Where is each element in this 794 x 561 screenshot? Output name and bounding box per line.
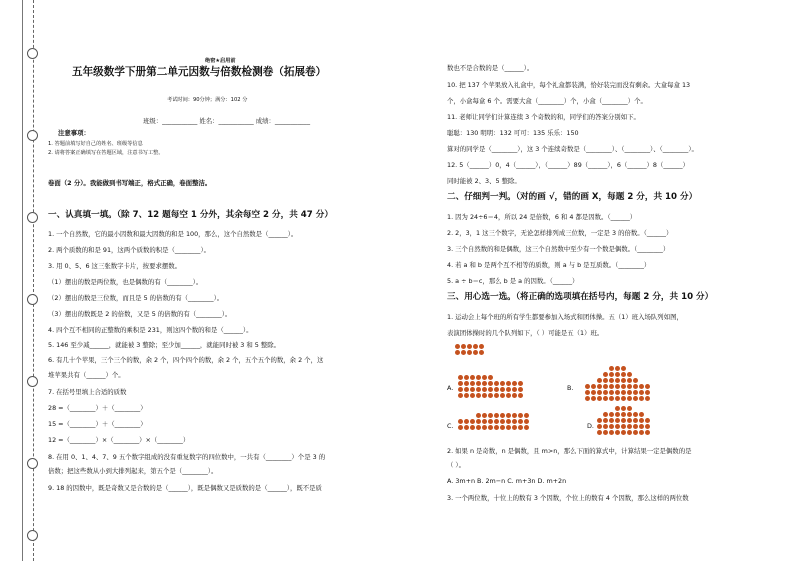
formation-dot xyxy=(621,430,626,435)
formation-dot xyxy=(482,419,487,424)
judge-2: 2. 2，3，1 这三个数字，无论怎样排列成三位数，一定是 3 的倍数。（______） xyxy=(447,229,673,237)
formation-dot xyxy=(461,350,466,355)
formation-dot xyxy=(633,424,638,429)
formation-dot xyxy=(615,430,620,435)
judge-3: 3. 三个自然数的和是偶数，这三个自然数中至少有一个数是偶数。（________） xyxy=(447,245,670,253)
formation-dot xyxy=(621,390,626,395)
formation-dot xyxy=(645,430,650,435)
question-11-cont: 算对的同学是（________），这 3 个连续奇数是（________）、（________）、（________）。 xyxy=(447,145,698,153)
section-1-heading: 一、认真填一填。（除 7、12 题每空 1 分外，其余每空 2 分，共 47 分） xyxy=(48,210,333,220)
choice-3: 3. 一个两位数，十位上的数有 3 个因数，个位上的数有 4 个因数，那么这样的两位数 xyxy=(447,494,689,502)
formation-dot xyxy=(512,413,517,418)
formation-dot xyxy=(585,390,590,395)
formation-dot xyxy=(494,419,499,424)
formation-dot xyxy=(494,413,499,418)
binding-line xyxy=(22,0,23,561)
formation-dot xyxy=(633,378,638,383)
formation-dot xyxy=(615,366,620,371)
formation-dot xyxy=(482,413,487,418)
formation-dot xyxy=(615,418,620,423)
formation-dot xyxy=(609,412,614,417)
formation-dot xyxy=(500,393,505,398)
formation-dot xyxy=(609,366,614,371)
formation-dot xyxy=(645,418,650,423)
option-c-label: C. xyxy=(447,422,454,430)
judge-1: 1. 因为 24÷6＝4，所以 24 是倍数，6 和 4 都是因数。（______） xyxy=(447,213,637,221)
formation-dot xyxy=(609,430,614,435)
formation-dot xyxy=(627,384,632,389)
formation-dot xyxy=(461,344,466,349)
formation-dot xyxy=(633,418,638,423)
formation-dot xyxy=(518,413,523,418)
formation-dot xyxy=(609,418,614,423)
formation-dot xyxy=(621,406,626,411)
choice-2-cont: （ ）。 xyxy=(447,461,466,469)
formation-dot xyxy=(633,412,638,417)
formation-dot xyxy=(470,425,475,430)
formation-dot xyxy=(627,430,632,435)
question-2: 2. 两个质数的和是 91，这两个质数的积是（________）。 xyxy=(48,246,211,254)
question-12-cont: 同时能被 2、3、5 整除。 xyxy=(447,177,521,185)
formation-dot xyxy=(482,393,487,398)
binding-hole xyxy=(27,458,38,469)
formation-dot xyxy=(488,413,493,418)
formation-dot xyxy=(464,375,469,380)
formation-dot xyxy=(615,390,620,395)
formation-dot xyxy=(518,419,523,424)
formation-dot xyxy=(476,387,481,392)
option-d-label: D. xyxy=(587,422,594,430)
question-8: 8. 在用 0、1、4、7、9 五个数字组成的没有重复数字的四位数中，一共有（________）个是 3 的 xyxy=(48,453,326,461)
formation-dot xyxy=(603,378,608,383)
formation-dot xyxy=(621,396,626,401)
formation-dot xyxy=(470,393,475,398)
option-c-figure xyxy=(458,413,534,435)
formation-dot xyxy=(458,419,463,424)
formation-dot xyxy=(603,430,608,435)
formation-dot xyxy=(488,393,493,398)
formation-dot xyxy=(500,419,505,424)
question-1: 1. 一个自然数，它的最小因数和最大因数的和是 100，那么，这个自然数是（______）。 xyxy=(48,230,298,238)
binding-hole xyxy=(27,48,38,59)
formation-dot xyxy=(621,424,626,429)
formation-dot xyxy=(494,393,499,398)
formation-dot xyxy=(482,425,487,430)
formation-dot xyxy=(621,418,626,423)
formation-dot xyxy=(633,390,638,395)
formation-dot xyxy=(518,387,523,392)
formation-dot xyxy=(609,378,614,383)
formation-dot xyxy=(645,384,650,389)
formation-dot xyxy=(615,424,620,429)
formation-dot xyxy=(512,393,517,398)
formation-dot xyxy=(458,381,463,386)
formation-dot xyxy=(479,350,484,355)
question-7: 7. 在括号里填上合适的质数 xyxy=(48,388,127,396)
formation-dot xyxy=(639,430,644,435)
question-4: 4. 四个互不相同的正整数的乘积是 231，则这四个数的和是（______）。 xyxy=(48,326,253,334)
formation-dot xyxy=(627,396,632,401)
binding-hole xyxy=(27,376,38,387)
binding-dash-line xyxy=(33,0,34,561)
formation-dot xyxy=(645,396,650,401)
formation-dot xyxy=(609,396,614,401)
formation-dot xyxy=(524,419,529,424)
formation-dot xyxy=(458,387,463,392)
formation-dot xyxy=(627,372,632,377)
formation-dot xyxy=(488,381,493,386)
formation-dot xyxy=(597,384,602,389)
formation-dot xyxy=(603,424,608,429)
question-7a: 28 =（________）＋（________） xyxy=(48,404,147,412)
formation-dot xyxy=(603,396,608,401)
formation-dot xyxy=(621,384,626,389)
question-3c: （3）摆出的数既是 2 的倍数，又是 5 的倍数的有（________）。 xyxy=(48,310,232,318)
formation-dot xyxy=(585,384,590,389)
formation-dot xyxy=(615,378,620,383)
section-2-heading: 二、仔细判一判。（对的画 √，错的画 X，每题 2 分，共 10 分） xyxy=(447,192,698,202)
formation-dot xyxy=(458,393,463,398)
formation-dot xyxy=(633,396,638,401)
formation-dot xyxy=(615,384,620,389)
secret-label: 绝密★启用前 xyxy=(205,58,236,64)
formation-dot xyxy=(512,425,517,430)
question-11-names: 聪聪：130 明明：132 可可：135 乐乐：150 xyxy=(447,129,579,137)
formation-dot xyxy=(512,419,517,424)
formation-dot xyxy=(645,424,650,429)
formation-dot xyxy=(609,372,614,377)
formation-dot xyxy=(603,372,608,377)
formation-dot xyxy=(603,412,608,417)
formation-dot xyxy=(512,381,517,386)
formation-dot xyxy=(470,381,475,386)
formation-dot xyxy=(609,384,614,389)
formation-dot xyxy=(609,424,614,429)
formation-dot xyxy=(524,413,529,418)
formation-dot xyxy=(518,393,523,398)
formation-dot xyxy=(500,425,505,430)
formation-dot xyxy=(476,375,481,380)
formation-dot xyxy=(627,378,632,383)
option-b-figure xyxy=(585,366,655,406)
formation-dot xyxy=(500,387,505,392)
formation-dot xyxy=(488,387,493,392)
question-12: 12. 5（______）0，4（______），（______）89（______），6（______）8（______） xyxy=(447,161,689,169)
question-7c: 12 =（________）×（________）×（________） xyxy=(48,436,190,444)
formation-dot xyxy=(467,344,472,349)
formation-dot xyxy=(524,425,529,430)
binding-hole xyxy=(27,294,38,305)
question-5: 5. 146 至少减______，就能被 3 整除；至少加______，就能同时被 3 和 5 整除。 xyxy=(48,341,281,349)
formation-dot xyxy=(467,350,472,355)
formation-dot xyxy=(615,406,620,411)
formation-dot xyxy=(603,418,608,423)
question-3b: （2）摆出的数是三位数，而且是 5 的倍数的有（________）。 xyxy=(48,294,224,302)
formation-dot xyxy=(476,413,481,418)
formation-dot xyxy=(500,413,505,418)
formation-dot xyxy=(603,390,608,395)
formation-dot xyxy=(621,372,626,377)
formation-dot xyxy=(464,425,469,430)
exam-info: 考试时间：90分钟；满分：102 分 xyxy=(167,97,248,103)
formation-dot xyxy=(621,366,626,371)
neatness-note: 卷面（2 分）。我能做到书写端正，格式正确，卷面整洁。 xyxy=(48,179,212,187)
formation-dot xyxy=(464,387,469,392)
formation-dot xyxy=(473,344,478,349)
choice-1: 1. 运动会上每个班的所有学生都要参加入场式和团体操。五（1）班入场队列如图， xyxy=(447,313,683,321)
formation-dot xyxy=(506,393,511,398)
formation-dot xyxy=(627,390,632,395)
question-9: 9. 18 的因数中，既是奇数又是合数的是（______），既是偶数又是质数的是（______），既不是质 xyxy=(48,484,322,492)
formation-figure xyxy=(455,344,515,360)
formation-dot xyxy=(597,378,602,383)
option-d-figure xyxy=(597,406,653,440)
page-title: 五年级数学下册第二单元因数与倍数检测卷（拓展卷） xyxy=(72,66,327,78)
formation-dot xyxy=(488,375,493,380)
formation-dot xyxy=(458,375,463,380)
formation-dot xyxy=(603,384,608,389)
formation-dot xyxy=(639,412,644,417)
formation-dot xyxy=(464,393,469,398)
option-a-figure xyxy=(458,375,534,405)
option-a-label: A. xyxy=(447,384,454,392)
formation-dot xyxy=(494,425,499,430)
formation-dot xyxy=(470,387,475,392)
formation-dot xyxy=(506,413,511,418)
formation-dot xyxy=(455,350,460,355)
question-3a: （1）摆出的数是两位数，也是偶数的有（________）。 xyxy=(48,278,203,286)
formation-dot xyxy=(488,425,493,430)
note-1: 1. 答题前填写好自己的姓名、班级等信息 xyxy=(48,141,143,147)
formation-dot xyxy=(482,387,487,392)
formation-dot xyxy=(458,425,463,430)
formation-dot xyxy=(500,381,505,386)
formation-dot xyxy=(476,425,481,430)
question-10: 10. 把 137 个苹果放入礼盒中，每个礼盒都装满，恰好装完而没有剩余。大盒每盒 13 xyxy=(447,81,691,89)
formation-dot xyxy=(506,381,511,386)
formation-dot xyxy=(633,384,638,389)
formation-dot xyxy=(518,425,523,430)
formation-dot xyxy=(597,396,602,401)
formation-dot xyxy=(627,418,632,423)
judge-5: 5. a ÷ b＝c，那么 b 是 a 的因数。（______） xyxy=(447,277,579,285)
binding-hole xyxy=(27,130,38,141)
formation-dot xyxy=(639,418,644,423)
formation-dot xyxy=(597,418,602,423)
choice-2-options: A. 3m+n B. 2m−n C. m+3n D. m+2n xyxy=(447,477,567,485)
formation-dot xyxy=(455,344,460,349)
formation-dot xyxy=(639,384,644,389)
formation-dot xyxy=(506,425,511,430)
formation-dot xyxy=(482,381,487,386)
section-3-heading: 三、用心选一选。（将正确的选项填在括号内，每题 2 分，共 10 分） xyxy=(447,292,714,302)
formation-dot xyxy=(639,396,644,401)
formation-dot xyxy=(627,424,632,429)
formation-dot xyxy=(488,419,493,424)
formation-dot xyxy=(615,412,620,417)
formation-dot xyxy=(627,412,632,417)
formation-dot xyxy=(609,390,614,395)
option-b-label: B. xyxy=(567,384,574,392)
formation-dot xyxy=(591,396,596,401)
student-fields: 班级：___________ 姓名：___________ 成绩：___________ xyxy=(143,117,311,125)
choice-2: 2. 如果 n 是奇数，n 是偶数，且 m>n，那么下面的算式中，计算结果一定是偶数的是 xyxy=(447,447,692,455)
formation-dot xyxy=(473,350,478,355)
formation-dot xyxy=(512,387,517,392)
binding-margin xyxy=(0,0,44,561)
formation-dot xyxy=(506,419,511,424)
formation-dot xyxy=(627,406,632,411)
formation-dot xyxy=(591,390,596,395)
question-6: 6. 有几十个苹果，三个三个的数，余 2 个，四个四个的数，余 2 个，五个五个的数，余 2 个，这 xyxy=(48,356,324,364)
question-7b: 15 =（________）＋（________） xyxy=(48,420,147,428)
formation-dot xyxy=(464,419,469,424)
question-10-cont: 个，小盒每盒 6 个。需要大盒（________）个，小盒（________）个。 xyxy=(447,97,647,105)
formation-dot xyxy=(597,430,602,435)
formation-dot xyxy=(621,412,626,417)
formation-dot xyxy=(633,430,638,435)
formation-dot xyxy=(479,344,484,349)
formation-dot xyxy=(506,387,511,392)
formation-dot xyxy=(482,375,487,380)
question-3: 3. 用 0、5、6 这三张数字卡片，按要求摆数。 xyxy=(48,262,182,270)
formation-dot xyxy=(464,381,469,386)
question-9-cont: 数也不是合数的是（______）。 xyxy=(447,64,534,72)
formation-dot xyxy=(470,375,475,380)
binding-hole xyxy=(27,212,38,223)
formation-dot xyxy=(645,390,650,395)
formation-dot xyxy=(597,390,602,395)
question-8-cont: 倍数；把这些数从小到大排列起来，第五个是（________）。 xyxy=(48,467,218,475)
formation-dot xyxy=(494,387,499,392)
formation-dot xyxy=(621,378,626,383)
formation-dot xyxy=(518,381,523,386)
formation-dot xyxy=(597,424,602,429)
judge-4: 4. 若 a 和 b 是两个互不相等的质数，则 a 与 b 是互质数。（________） xyxy=(447,261,651,269)
formation-dot xyxy=(585,396,590,401)
formation-dot xyxy=(591,384,596,389)
formation-dot xyxy=(470,419,475,424)
choice-1-cont: 表演团体操时的几个队列如下，（ ）可能是五（1）班。 xyxy=(447,329,604,337)
formation-dot xyxy=(476,419,481,424)
formation-dot xyxy=(615,372,620,377)
formation-dot xyxy=(639,424,644,429)
formation-dot xyxy=(639,390,644,395)
formation-dot xyxy=(476,393,481,398)
note-2: 2. 请将答案正确填写在答题区域，注意书写工整。 xyxy=(48,150,164,156)
formation-dot xyxy=(476,381,481,386)
question-11: 11. 老师让同学们计算连续 3 个奇数的和，同学们的答案分别如下。 xyxy=(447,113,640,121)
formation-dot xyxy=(615,396,620,401)
question-6-cont: 堆苹果共有（______）个。 xyxy=(48,371,125,379)
formation-dot xyxy=(494,381,499,386)
notes-title: 注意事项： xyxy=(58,129,90,137)
binding-hole xyxy=(27,530,38,541)
